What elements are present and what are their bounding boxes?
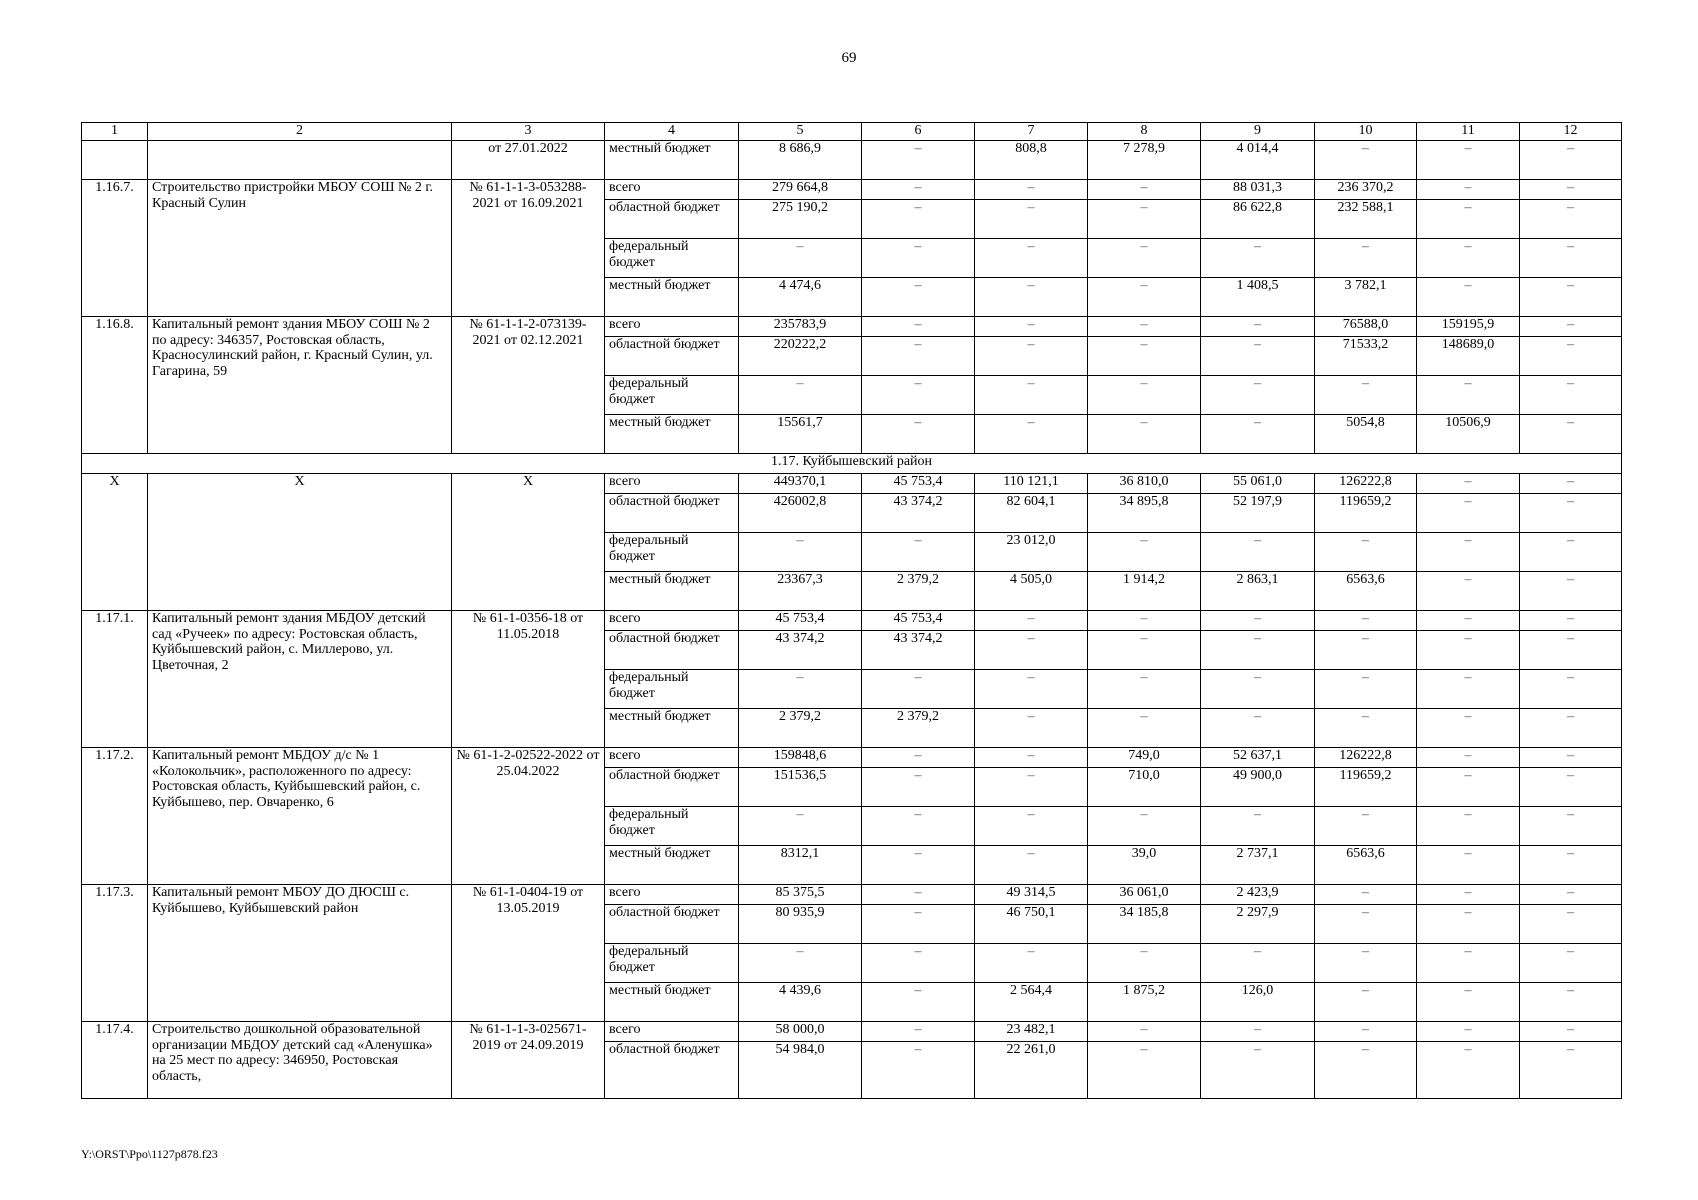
amount-cell: – xyxy=(862,748,975,768)
budget-type: федеральный бюджет xyxy=(605,807,739,846)
amount-cell: – xyxy=(1520,317,1622,337)
amount-cell: 2 564,4 xyxy=(975,983,1088,1022)
amount-cell: – xyxy=(739,239,862,278)
amount-cell: – xyxy=(1088,278,1201,317)
amount-cell: – xyxy=(975,748,1088,768)
page-number: 69 xyxy=(841,50,857,66)
amount-cell: – xyxy=(1315,983,1417,1022)
budget-type: областной бюджет xyxy=(605,1042,739,1099)
item-name: Капитальный ремонт здания МБОУ СОШ № 2 по адресу: 346357, Ростовская область, Красносулинский район, г. Красный Сулин, ул. Гагарина, 59 xyxy=(148,317,452,454)
budget-type: областной бюджет xyxy=(605,768,739,807)
item-number xyxy=(82,141,148,180)
item-document: X xyxy=(452,474,605,611)
amount-cell: – xyxy=(1201,415,1315,454)
amount-cell: – xyxy=(1417,533,1520,572)
amount-cell: – xyxy=(1520,905,1622,944)
table-row xyxy=(82,611,1622,631)
amount-cell: – xyxy=(1088,533,1201,572)
amount-cell: 6563,6 xyxy=(1315,846,1417,885)
item-name: X xyxy=(148,474,452,611)
amount-cell: – xyxy=(739,807,862,846)
budget-type: всего xyxy=(605,611,739,631)
budget-type: местный бюджет xyxy=(605,572,739,611)
amount-cell: – xyxy=(1520,200,1622,239)
amount-cell: 8 686,9 xyxy=(739,141,862,180)
amount-cell: – xyxy=(1520,631,1622,670)
amount-cell: – xyxy=(1417,944,1520,983)
amount-cell: – xyxy=(1417,239,1520,278)
amount-cell: 151536,5 xyxy=(739,768,862,807)
amount-cell: 220222,2 xyxy=(739,337,862,376)
amount-cell: – xyxy=(975,239,1088,278)
budget-type: местный бюджет xyxy=(605,846,739,885)
financing-table xyxy=(81,122,1622,1099)
column-number: 3 xyxy=(452,123,605,141)
amount-cell: – xyxy=(1417,885,1520,905)
amount-cell: – xyxy=(1315,807,1417,846)
column-number: 9 xyxy=(1201,123,1315,141)
item-number: 1.16.7. xyxy=(82,180,148,317)
budget-type: всего xyxy=(605,180,739,200)
amount-cell: 23 012,0 xyxy=(975,533,1088,572)
amount-cell: – xyxy=(1315,944,1417,983)
amount-cell: 58 000,0 xyxy=(739,1022,862,1042)
amount-cell: – xyxy=(1201,709,1315,748)
amount-cell: – xyxy=(1417,846,1520,885)
amount-cell: – xyxy=(1201,807,1315,846)
amount-cell: – xyxy=(1520,278,1622,317)
amount-cell: 49 314,5 xyxy=(975,885,1088,905)
item-number: X xyxy=(82,474,148,611)
amount-cell: – xyxy=(1201,239,1315,278)
budget-type: всего xyxy=(605,474,739,494)
amount-cell: – xyxy=(1201,1042,1315,1099)
amount-cell: – xyxy=(1088,376,1201,415)
item-number: 1.16.8. xyxy=(82,317,148,454)
amount-cell: – xyxy=(1520,748,1622,768)
amount-cell: – xyxy=(1315,141,1417,180)
amount-cell: – xyxy=(975,670,1088,709)
amount-cell: – xyxy=(975,180,1088,200)
column-number: 8 xyxy=(1088,123,1201,141)
amount-cell: 236 370,2 xyxy=(1315,180,1417,200)
amount-cell: – xyxy=(1417,474,1520,494)
column-number: 12 xyxy=(1520,123,1622,141)
amount-cell: – xyxy=(862,1042,975,1099)
amount-cell: – xyxy=(1088,317,1201,337)
amount-cell: – xyxy=(1520,709,1622,748)
amount-cell: – xyxy=(975,768,1088,807)
amount-cell: 45 753,4 xyxy=(862,474,975,494)
amount-cell: – xyxy=(1417,983,1520,1022)
amount-cell: – xyxy=(1520,670,1622,709)
table-row xyxy=(82,474,1622,494)
budget-type: всего xyxy=(605,1022,739,1042)
amount-cell: – xyxy=(862,180,975,200)
amount-cell: – xyxy=(862,846,975,885)
amount-cell: 119659,2 xyxy=(1315,768,1417,807)
budget-type: областной бюджет xyxy=(605,631,739,670)
amount-cell: 4 439,6 xyxy=(739,983,862,1022)
amount-cell: – xyxy=(1520,611,1622,631)
amount-cell: – xyxy=(1315,885,1417,905)
amount-cell: – xyxy=(1520,415,1622,454)
column-number-row xyxy=(82,123,1622,141)
amount-cell: 54 984,0 xyxy=(739,1042,862,1099)
table-row xyxy=(82,1022,1622,1042)
amount-cell: 8312,1 xyxy=(739,846,862,885)
amount-cell: – xyxy=(862,885,975,905)
column-number: 7 xyxy=(975,123,1088,141)
table-row xyxy=(82,885,1622,905)
amount-cell: – xyxy=(1417,768,1520,807)
amount-cell: – xyxy=(1520,983,1622,1022)
item-document: № 61-1-0356-18 от 11.05.2018 xyxy=(452,611,605,748)
item-document: № 61-1-0404-19 от 13.05.2019 xyxy=(452,885,605,1022)
amount-cell: – xyxy=(1315,376,1417,415)
amount-cell: 52 197,9 xyxy=(1201,494,1315,533)
amount-cell: – xyxy=(739,376,862,415)
amount-cell: 710,0 xyxy=(1088,768,1201,807)
table-row xyxy=(82,748,1622,768)
amount-cell: – xyxy=(862,317,975,337)
amount-cell: – xyxy=(1315,631,1417,670)
column-number: 4 xyxy=(605,123,739,141)
section-row xyxy=(82,454,1622,474)
amount-cell: 1 408,5 xyxy=(1201,278,1315,317)
amount-cell: – xyxy=(739,533,862,572)
table-row xyxy=(82,317,1622,337)
amount-cell: – xyxy=(862,200,975,239)
amount-cell: 148689,0 xyxy=(1417,337,1520,376)
amount-cell: – xyxy=(1088,944,1201,983)
amount-cell: 55 061,0 xyxy=(1201,474,1315,494)
amount-cell: 82 604,1 xyxy=(975,494,1088,533)
amount-cell: – xyxy=(1088,180,1201,200)
item-document: № 61-1-2-02522-2022 от 25.04.2022 xyxy=(452,748,605,885)
amount-cell: – xyxy=(1315,709,1417,748)
amount-cell: – xyxy=(1315,1042,1417,1099)
amount-cell: – xyxy=(1520,944,1622,983)
file-path-footer: Y:\ORST\Ppo\1127p878.f23 xyxy=(81,1147,218,1161)
budget-type: федеральный бюджет xyxy=(605,533,739,572)
item-name xyxy=(148,141,452,180)
amount-cell: 76588,0 xyxy=(1315,317,1417,337)
amount-cell: 119659,2 xyxy=(1315,494,1417,533)
amount-cell: – xyxy=(975,278,1088,317)
amount-cell: 49 900,0 xyxy=(1201,768,1315,807)
amount-cell: – xyxy=(862,807,975,846)
budget-type: местный бюджет xyxy=(605,415,739,454)
amount-cell: – xyxy=(862,141,975,180)
amount-cell: – xyxy=(862,337,975,376)
amount-cell: – xyxy=(1088,1022,1201,1042)
amount-cell: 7 278,9 xyxy=(1088,141,1201,180)
amount-cell: – xyxy=(1417,180,1520,200)
amount-cell: – xyxy=(1417,1022,1520,1042)
amount-cell: 10506,9 xyxy=(1417,415,1520,454)
amount-cell: 2 379,2 xyxy=(862,709,975,748)
budget-type: областной бюджет xyxy=(605,494,739,533)
amount-cell: – xyxy=(1088,337,1201,376)
budget-type: местный бюджет xyxy=(605,141,739,180)
item-document: № 61-1-1-3-025671-2019 от 24.09.2019 xyxy=(452,1022,605,1099)
item-number: 1.17.4. xyxy=(82,1022,148,1099)
amount-cell: 2 737,1 xyxy=(1201,846,1315,885)
amount-cell: – xyxy=(975,611,1088,631)
budget-type: федеральный бюджет xyxy=(605,239,739,278)
amount-cell: 34 895,8 xyxy=(1088,494,1201,533)
amount-cell: 2 379,2 xyxy=(862,572,975,611)
amount-cell: – xyxy=(1201,611,1315,631)
amount-cell: – xyxy=(1315,533,1417,572)
table-row xyxy=(82,141,1622,180)
amount-cell: – xyxy=(975,317,1088,337)
amount-cell: 232 588,1 xyxy=(1315,200,1417,239)
amount-cell: – xyxy=(1088,807,1201,846)
item-number: 1.17.2. xyxy=(82,748,148,885)
amount-cell: 86 622,8 xyxy=(1201,200,1315,239)
amount-cell: – xyxy=(1201,317,1315,337)
amount-cell: 279 664,8 xyxy=(739,180,862,200)
amount-cell: – xyxy=(862,905,975,944)
amount-cell: 88 031,3 xyxy=(1201,180,1315,200)
amount-cell: 43 374,2 xyxy=(862,631,975,670)
item-name: Строительство дошкольной образовательной организации МБДОУ детский сад «Аленушка» на 25 мест по адресу: 346950, Ростовская область, xyxy=(148,1022,452,1099)
amount-cell: 2 863,1 xyxy=(1201,572,1315,611)
amount-cell: 126222,8 xyxy=(1315,748,1417,768)
amount-cell: 43 374,2 xyxy=(862,494,975,533)
budget-type: местный бюджет xyxy=(605,983,739,1022)
amount-cell: – xyxy=(862,983,975,1022)
amount-cell: 23367,3 xyxy=(739,572,862,611)
amount-cell: 46 750,1 xyxy=(975,905,1088,944)
item-name: Капитальный ремонт МБДОУ д/с № 1 «Колокольчик», расположенного по адресу: Ростовская область, Куйбышевский район, с. Куйбышево, пер. Овчаренко, 6 xyxy=(148,748,452,885)
amount-cell: 1 914,2 xyxy=(1088,572,1201,611)
amount-cell: – xyxy=(1315,1022,1417,1042)
budget-type: местный бюджет xyxy=(605,278,739,317)
item-document: № 61-1-1-3-053288-2021 от 16.09.2021 xyxy=(452,180,605,317)
amount-cell: – xyxy=(1417,905,1520,944)
amount-cell: – xyxy=(862,768,975,807)
amount-cell: – xyxy=(1201,533,1315,572)
amount-cell: 159848,6 xyxy=(739,748,862,768)
item-number: 1.17.1. xyxy=(82,611,148,748)
amount-cell: – xyxy=(862,533,975,572)
amount-cell: – xyxy=(1417,376,1520,415)
amount-cell: 4 014,4 xyxy=(1201,141,1315,180)
item-document: от 27.01.2022 xyxy=(452,141,605,180)
amount-cell: – xyxy=(862,1022,975,1042)
amount-cell: 43 374,2 xyxy=(739,631,862,670)
budget-type: областной бюджет xyxy=(605,905,739,944)
amount-cell: 15561,7 xyxy=(739,415,862,454)
amount-cell: – xyxy=(1417,278,1520,317)
amount-cell: – xyxy=(975,709,1088,748)
amount-cell: 71533,2 xyxy=(1315,337,1417,376)
amount-cell: – xyxy=(739,944,862,983)
budget-type: областной бюджет xyxy=(605,200,739,239)
amount-cell: 126,0 xyxy=(1201,983,1315,1022)
amount-cell: – xyxy=(1417,709,1520,748)
amount-cell: – xyxy=(862,415,975,454)
budget-type: федеральный бюджет xyxy=(605,944,739,983)
amount-cell: – xyxy=(1417,1042,1520,1099)
amount-cell: – xyxy=(975,631,1088,670)
amount-cell: 23 482,1 xyxy=(975,1022,1088,1042)
amount-cell: 1 875,2 xyxy=(1088,983,1201,1022)
amount-cell: – xyxy=(975,337,1088,376)
amount-cell: – xyxy=(1417,670,1520,709)
amount-cell: 426002,8 xyxy=(739,494,862,533)
amount-cell: – xyxy=(975,846,1088,885)
amount-cell: – xyxy=(1417,807,1520,846)
amount-cell: – xyxy=(1520,533,1622,572)
column-number: 6 xyxy=(862,123,975,141)
column-number: 1 xyxy=(82,123,148,141)
amount-cell: – xyxy=(1520,474,1622,494)
amount-cell: 2 379,2 xyxy=(739,709,862,748)
amount-cell: – xyxy=(1201,376,1315,415)
amount-cell: 52 637,1 xyxy=(1201,748,1315,768)
amount-cell: 2 297,9 xyxy=(1201,905,1315,944)
budget-type: всего xyxy=(605,748,739,768)
amount-cell: – xyxy=(1520,1022,1622,1042)
amount-cell: – xyxy=(1520,572,1622,611)
amount-cell: 4 505,0 xyxy=(975,572,1088,611)
amount-cell: – xyxy=(1520,337,1622,376)
amount-cell: – xyxy=(1520,180,1622,200)
amount-cell: – xyxy=(1315,905,1417,944)
budget-type: местный бюджет xyxy=(605,709,739,748)
amount-cell: 22 261,0 xyxy=(975,1042,1088,1099)
item-name: Строительство пристройки МБОУ СОШ № 2 г. Красный Сулин xyxy=(148,180,452,317)
amount-cell: – xyxy=(1201,337,1315,376)
amount-cell: 34 185,8 xyxy=(1088,905,1201,944)
amount-cell: 45 753,4 xyxy=(862,611,975,631)
amount-cell: 85 375,5 xyxy=(739,885,862,905)
amount-cell: 45 753,4 xyxy=(739,611,862,631)
amount-cell: – xyxy=(975,376,1088,415)
amount-cell: 449370,1 xyxy=(739,474,862,494)
amount-cell: – xyxy=(1088,611,1201,631)
amount-cell: 80 935,9 xyxy=(739,905,862,944)
amount-cell: – xyxy=(1520,807,1622,846)
amount-cell: – xyxy=(1201,944,1315,983)
amount-cell: – xyxy=(975,944,1088,983)
amount-cell: – xyxy=(1315,611,1417,631)
amount-cell: – xyxy=(862,944,975,983)
amount-cell: 126222,8 xyxy=(1315,474,1417,494)
table-row xyxy=(82,180,1622,200)
amount-cell: – xyxy=(1201,670,1315,709)
amount-cell: – xyxy=(1417,631,1520,670)
budget-type: федеральный бюджет xyxy=(605,670,739,709)
amount-cell: – xyxy=(1417,611,1520,631)
amount-cell: 5054,8 xyxy=(1315,415,1417,454)
amount-cell: 275 190,2 xyxy=(739,200,862,239)
item-document: № 61-1-1-2-073139-2021 от 02.12.2021 xyxy=(452,317,605,454)
amount-cell: – xyxy=(1088,631,1201,670)
amount-cell: – xyxy=(862,278,975,317)
amount-cell: – xyxy=(1520,885,1622,905)
amount-cell: 235783,9 xyxy=(739,317,862,337)
column-number: 2 xyxy=(148,123,452,141)
amount-cell: 2 423,9 xyxy=(1201,885,1315,905)
amount-cell: – xyxy=(1201,631,1315,670)
budget-type: всего xyxy=(605,885,739,905)
amount-cell: – xyxy=(975,200,1088,239)
budget-type: областной бюджет xyxy=(605,337,739,376)
budget-type: всего xyxy=(605,317,739,337)
amount-cell: – xyxy=(1201,1022,1315,1042)
section-title: 1.17. Куйбышевский район xyxy=(82,454,1622,474)
amount-cell: – xyxy=(1417,141,1520,180)
amount-cell: – xyxy=(1315,239,1417,278)
amount-cell: – xyxy=(1520,141,1622,180)
amount-cell: – xyxy=(862,239,975,278)
amount-cell: – xyxy=(1417,494,1520,533)
amount-cell: 36 810,0 xyxy=(1088,474,1201,494)
amount-cell: – xyxy=(1520,376,1622,415)
amount-cell: – xyxy=(1520,1042,1622,1099)
amount-cell: – xyxy=(975,415,1088,454)
amount-cell: – xyxy=(975,807,1088,846)
amount-cell: 749,0 xyxy=(1088,748,1201,768)
amount-cell: – xyxy=(1088,670,1201,709)
amount-cell: – xyxy=(862,670,975,709)
amount-cell: – xyxy=(1417,572,1520,611)
amount-cell: – xyxy=(1088,200,1201,239)
amount-cell: – xyxy=(1520,768,1622,807)
amount-cell: 110 121,1 xyxy=(975,474,1088,494)
item-name: Капитальный ремонт здания МБДОУ детский сад «Ручеек» по адресу: Ростовская область, Куйбышевский район, с. Миллерово, ул. Цветочная, 2 xyxy=(148,611,452,748)
amount-cell: 39,0 xyxy=(1088,846,1201,885)
column-number: 5 xyxy=(739,123,862,141)
amount-cell: – xyxy=(1417,200,1520,239)
amount-cell: – xyxy=(1088,709,1201,748)
amount-cell: 6563,6 xyxy=(1315,572,1417,611)
item-name: Капитальный ремонт МБОУ ДО ДЮСШ с. Куйбышево, Куйбышевский район xyxy=(148,885,452,1022)
amount-cell: – xyxy=(1417,748,1520,768)
amount-cell: – xyxy=(1088,415,1201,454)
amount-cell: – xyxy=(1520,239,1622,278)
amount-cell: 36 061,0 xyxy=(1088,885,1201,905)
amount-cell: 808,8 xyxy=(975,141,1088,180)
amount-cell: 3 782,1 xyxy=(1315,278,1417,317)
column-number: 11 xyxy=(1417,123,1520,141)
item-number: 1.17.3. xyxy=(82,885,148,1022)
amount-cell: 159195,9 xyxy=(1417,317,1520,337)
budget-type: федеральный бюджет xyxy=(605,376,739,415)
column-number: 10 xyxy=(1315,123,1417,141)
amount-cell: – xyxy=(1088,239,1201,278)
amount-cell: – xyxy=(1520,494,1622,533)
amount-cell: – xyxy=(1520,846,1622,885)
amount-cell: – xyxy=(862,376,975,415)
amount-cell: – xyxy=(1088,1042,1201,1099)
amount-cell: – xyxy=(739,670,862,709)
amount-cell: 4 474,6 xyxy=(739,278,862,317)
amount-cell: – xyxy=(1315,670,1417,709)
